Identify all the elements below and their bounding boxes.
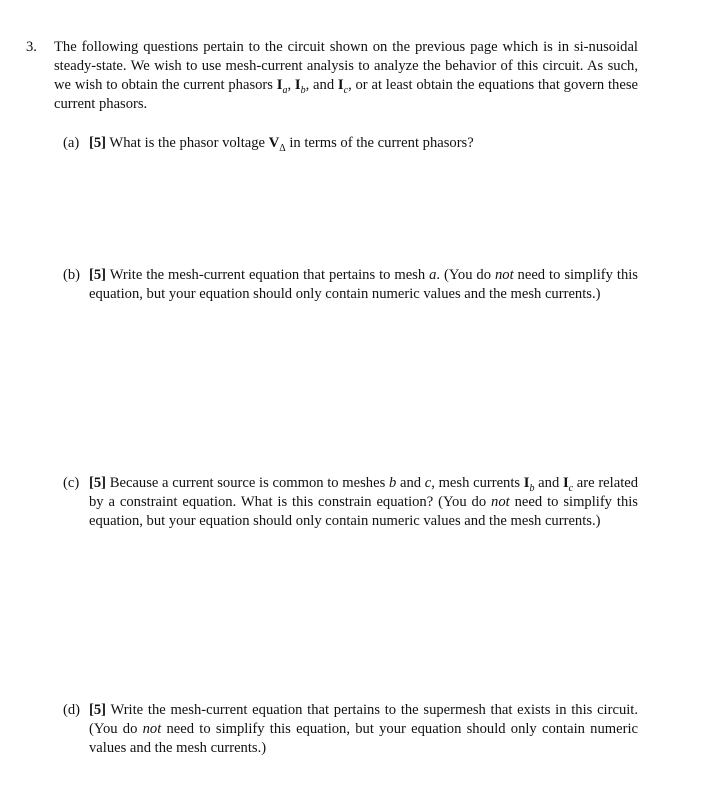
problem-3: [26, 38, 638, 114]
phasor-Ib: I: [294, 77, 301, 93]
part-b-label: (b): [63, 267, 81, 283]
phasor-Ic: I: [337, 77, 344, 93]
part-d-label: (d): [63, 702, 81, 718]
part-c-text-1: Because a current source is common to meshes: [106, 475, 389, 491]
mesh-a-symbol: a: [429, 267, 437, 283]
part-c-text-2: and: [396, 475, 425, 491]
part-d-question: [89, 701, 638, 758]
part-c-text-3: , mesh currents: [431, 475, 524, 491]
part-c-text-5: are related by a constraint equation. What is this constrain equation? (You do: [89, 475, 639, 510]
part-d-text-2: need to simplify this equation, but your equation should only contain numeric values and the mesh currents.): [89, 721, 638, 756]
part-b-question: [89, 266, 638, 304]
phasor-V-delta: V: [268, 135, 280, 151]
part-a: [63, 134, 638, 153]
intro-sep-1: ,: [287, 77, 295, 93]
part-d-not: not: [142, 721, 162, 737]
phasor-Ia-subscript: a: [282, 84, 288, 96]
part-b-text-3: need to simplify this equation, but your equation should only contain numeric values and the mesh currents.): [89, 267, 638, 302]
phasor-Ic-c-subscript: c: [568, 482, 574, 494]
part-c: [63, 474, 638, 531]
phasor-Ia: I: [276, 77, 283, 93]
intro-text-1: The following questions pertain to the circuit shown on the previous page which is in si-nusoidal steady-state. We wish to use mesh-current analysis to analyze the behavior of this circuit. As such, we wish to obtain the current phasors: [54, 39, 638, 93]
phasor-Ic-subscript: c: [343, 84, 349, 96]
intro-text-2: , or at least obtain the equations that govern these current phasors.: [54, 77, 638, 112]
phasor-Ib-c-subscript: b: [529, 482, 535, 494]
mesh-c-symbol: c: [424, 475, 432, 491]
part-a-question: [89, 134, 638, 153]
part-b-text-1: Write the mesh-current equation that pertains to mesh: [106, 267, 430, 283]
part-c-text-6: need to simplify this equation, but your equation should only contain numeric values and the mesh currents.): [89, 494, 638, 529]
part-b-points: [5]: [89, 267, 107, 283]
phasor-V-delta-subscript: Δ: [279, 142, 286, 154]
part-a-text-1: What is the phasor voltage: [106, 135, 269, 151]
part-a-text-2: in terms of the current phasors?: [285, 135, 474, 151]
part-a-label: (a): [63, 135, 80, 151]
part-c-points: [5]: [89, 475, 107, 491]
phasor-Ib-c: I: [523, 475, 530, 491]
part-d-points: [5]: [89, 702, 107, 718]
phasor-Ib-subscript: b: [300, 84, 306, 96]
part-b: [63, 266, 638, 304]
part-c-question: [89, 474, 638, 531]
intro-sep-2: , and: [305, 77, 338, 93]
part-b-text-2: . (You do: [436, 267, 495, 283]
problem-number: 3.: [26, 39, 37, 55]
problem-intro: [54, 38, 638, 114]
phasor-Ic-c: I: [562, 475, 569, 491]
part-d-text-1: Write the mesh-current equation that pertains to the supermesh that exists in this circuit. (You do: [89, 702, 638, 737]
part-c-text-4: and: [534, 475, 563, 491]
part-b-not: not: [494, 267, 514, 283]
part-a-points: [5]: [89, 135, 107, 151]
part-c-label: (c): [63, 475, 80, 491]
mesh-b-symbol: b: [388, 475, 397, 491]
part-d: [63, 701, 638, 758]
part-c-not: not: [491, 494, 510, 510]
